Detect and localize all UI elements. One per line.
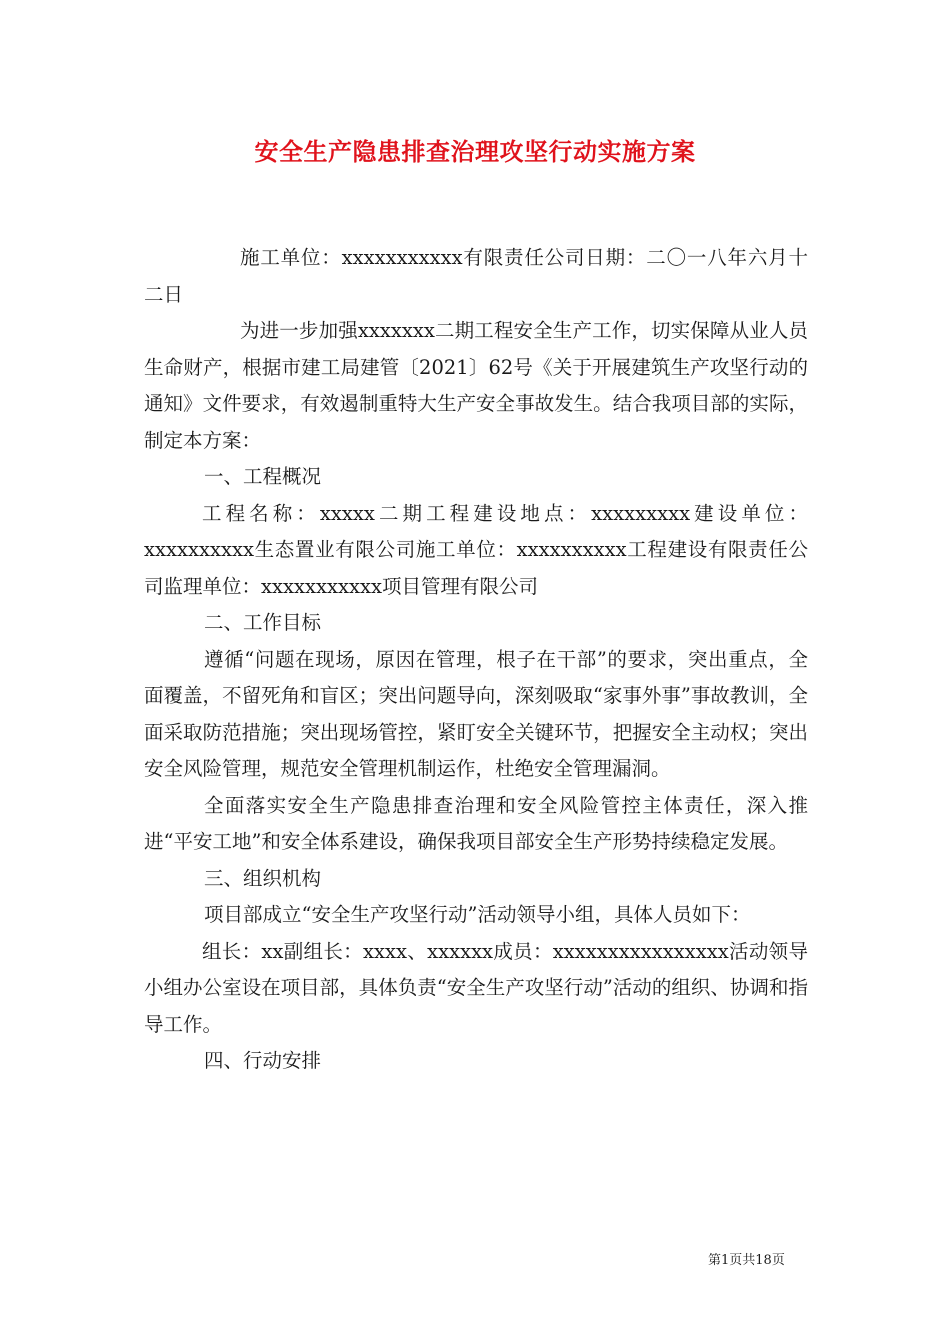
section-heading-organization: 三、组织机构 xyxy=(204,866,322,890)
section-heading-work-goals: 二、工作目标 xyxy=(204,611,322,634)
document-body xyxy=(144,240,808,1080)
section-heading-project-overview: 一、工程概况 xyxy=(204,465,322,488)
document-title: 安全生产隐患排查治理攻坚行动实施方案 xyxy=(254,137,696,166)
paragraph-goals-responsibility: 全面落实安全生产隐患排查治理和安全风险管控主体责任，深入推进“平安工地”和安全体系建设，确保我项目部安全生产形势持续稳定发展。 xyxy=(144,793,808,853)
paragraph-goals-principles: 遵循“问题在现场，原因在管理，根子在干部”的要求，突出重点，全面覆盖，不留死角和盲区；突出问题导向，深刻吸取“家事外事”事故教训，全面采取防范措施；突出现场管控，紧盯安全关键环节，把握安全主动权；突出安全风险管理，规范安全管理机制运作，杜绝安全管理漏洞。 xyxy=(144,647,808,780)
paragraph-construction-unit: 施工单位：xxxxxxxxxxx有限责任公司日期：二〇一八年六月十二日 xyxy=(144,246,808,306)
section-heading-action-plan: 四、行动安排 xyxy=(204,1049,322,1072)
paragraph-group-members: 组长：xx副组长：xxxx、xxxxxx成员：xxxxxxxxxxxxxxxx活动领导小组办公室设在项目部，具体负责“安全生产攻坚行动”活动的组织、协调和指导工作。 xyxy=(144,939,808,1036)
paragraph-introduction: 为进一步加强xxxxxxx二期工程安全生产工作，切实保障从业人员生命财产，根据市建工局建管〔2021〕62号《关于开展建筑生产攻坚行动的通知》文件要求，有效遏制重特大生产安全事故发生。结合我项目部的实际，制定本方案： xyxy=(144,319,808,452)
paragraph-leading-group: 项目部成立“安全生产攻坚行动”活动领导小组，具体人员如下： xyxy=(204,903,751,926)
paragraph-project-info: 工程名称：xxxxx二期工程建设地点：xxxxxxxxx建设单位：xxxxxxxxxx生态置业有限公司施工单位：xxxxxxxxxx工程建设有限责任公司监理单位：xxxxxxxxxxx项目管理有限公司 xyxy=(144,501,808,598)
page-number-footer: 第1页共18页 xyxy=(708,1253,785,1268)
